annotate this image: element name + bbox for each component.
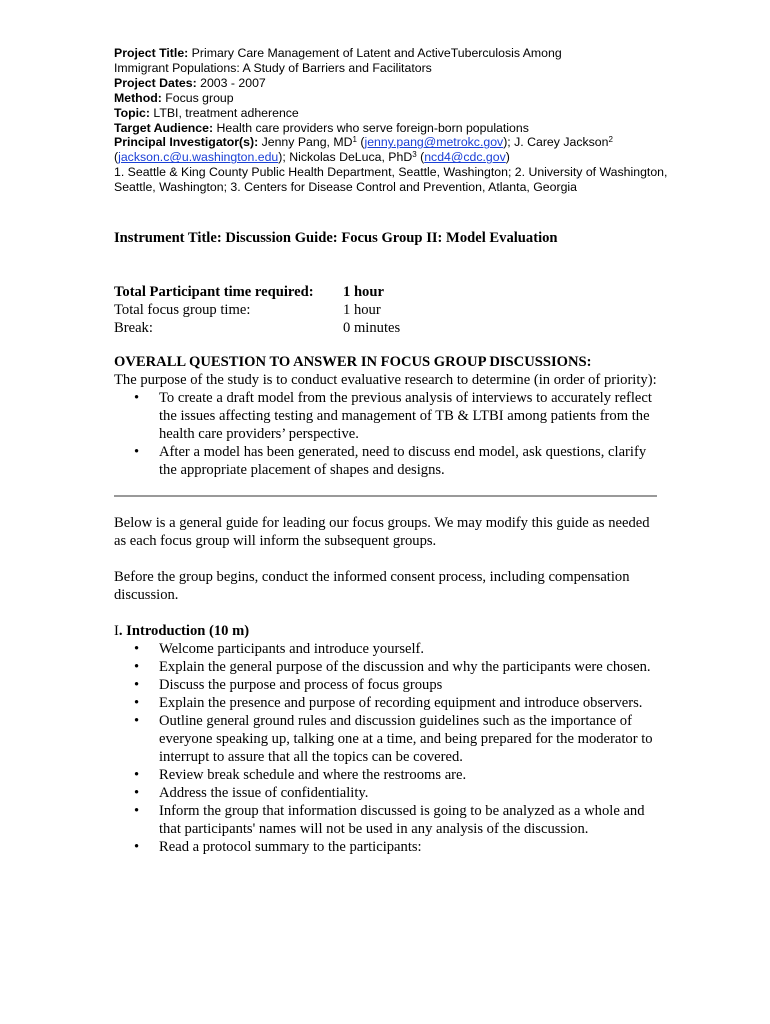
introduction-list bbox=[114, 640, 659, 856]
bullet-icon: • bbox=[134, 677, 140, 693]
project-title-label: Project Title: bbox=[114, 46, 189, 60]
target-audience: Target Audience: Health care providers who serve foreign-born populations bbox=[114, 120, 529, 135]
list-item: • Inform the group that information discussed is going to be analyzed as a whole and that participants' names will not be used in any analysis of the discussion. bbox=[134, 803, 645, 837]
email-link-jackson[interactable]: jackson.c@u.washington.edu bbox=[118, 150, 279, 165]
guide-note: Below is a general guide for leading our focus groups. We may modify this guide as needed as each focus group will inform the subsequent groups. bbox=[114, 515, 650, 549]
project-header bbox=[114, 46, 674, 195]
instrument-title: Instrument Title: Discussion Guide: Focus Group II: Model Evaluation bbox=[114, 230, 558, 246]
purpose-list bbox=[114, 389, 659, 479]
time-row-break: Break: 0 minutes bbox=[114, 320, 401, 336]
bullet-icon: • bbox=[134, 641, 140, 657]
principal-investigators: Principal Investigator(s): Jenny Pang, $MD^1$ (jenny.pang@metrokc.gov); J. Carey Jackson$^2$ (jackson.c@u.washington.edu); Nickolas DeLuca, PhD$^3$ (ncd4@cdc.gov) bbox=[114, 135, 613, 165]
topic: Topic: LTBI, treatment adherence bbox=[114, 105, 299, 120]
list-item: • Address the issue of confidentiality. bbox=[134, 785, 369, 801]
affiliations: 1. Seattle & King County Public Health Department, Seattle, Washington; 2. University of Washington, Seattle, Washington; 3. Centers for Disease Control and Prevention, Atlanta, Georgia bbox=[114, 165, 668, 195]
list-item: • After a model has been generated, need to discuss end model, ask questions, clarify the appropriate placement of shapes and designs. bbox=[134, 444, 647, 478]
time-row-total: Total Participant time required: 1 hour bbox=[114, 284, 384, 300]
bullet-icon: • bbox=[134, 444, 140, 460]
horizontal-divider bbox=[114, 495, 657, 497]
list-item: • Read a protocol summary to the participants: bbox=[134, 839, 422, 855]
bullet-icon: • bbox=[134, 713, 140, 729]
introduction-section bbox=[114, 622, 659, 856]
list-item: • Explain the presence and purpose of recording equipment and introduce observers. bbox=[134, 695, 643, 711]
list-item: • Welcome participants and introduce yourself. bbox=[134, 641, 425, 657]
bullet-icon: • bbox=[134, 659, 140, 675]
overall-question-section bbox=[114, 353, 659, 479]
project-dates: Project Dates: 2003 - 2007 bbox=[114, 75, 266, 90]
time-row-focus: Total focus group time: 1 hour bbox=[114, 302, 381, 318]
project-title-cont: Immigrant Populations: A Study of Barriers and Facilitators bbox=[114, 60, 432, 75]
email-link-deluca[interactable]: ncd4@cdc.gov bbox=[424, 150, 506, 165]
overall-question-intro: The purpose of the study is to conduct evaluative research to determine (in order of priority): bbox=[114, 372, 657, 388]
list-item: • To create a draft model from the previous analysis of interviews to accurately reflect the issues affecting testing and management of TB & LTBI among patients from the health care providers’ perspective. bbox=[134, 390, 652, 442]
bullet-icon: • bbox=[134, 695, 140, 711]
overall-question-heading: OVERALL QUESTION TO ANSWER IN FOCUS GROUP DISCUSSIONS: bbox=[114, 354, 592, 370]
consent-note: Before the group begins, conduct the informed consent process, including compensation discussion. bbox=[114, 569, 630, 603]
introduction-heading: I. Introduction (10 m) bbox=[114, 623, 250, 639]
method: Method: Focus group bbox=[114, 90, 234, 105]
list-item: • Outline general ground rules and discussion guidelines such as the importance of everyone speaking up, talking one at a time, and being prepared for the moderator to interrupt to assure that all the topics can be covered. bbox=[134, 713, 653, 765]
list-item: • Review break schedule and where the restrooms are. bbox=[134, 767, 467, 783]
email-link-pang[interactable]: jenny.pang@metrokc.gov bbox=[364, 135, 504, 150]
time-table bbox=[114, 283, 400, 337]
bullet-icon: • bbox=[134, 839, 140, 855]
bullet-icon: • bbox=[134, 390, 140, 406]
list-item: • Explain the general purpose of the discussion and why the participants were chosen. bbox=[134, 659, 651, 675]
list-item: • Discuss the purpose and process of focus groups bbox=[134, 677, 443, 693]
bullet-icon: • bbox=[134, 785, 140, 801]
bullet-icon: • bbox=[134, 803, 140, 819]
project-title: Project Title: Primary Care Management of Latent and ActiveTuberculosis Among bbox=[114, 46, 562, 60]
bullet-icon: • bbox=[134, 767, 140, 783]
